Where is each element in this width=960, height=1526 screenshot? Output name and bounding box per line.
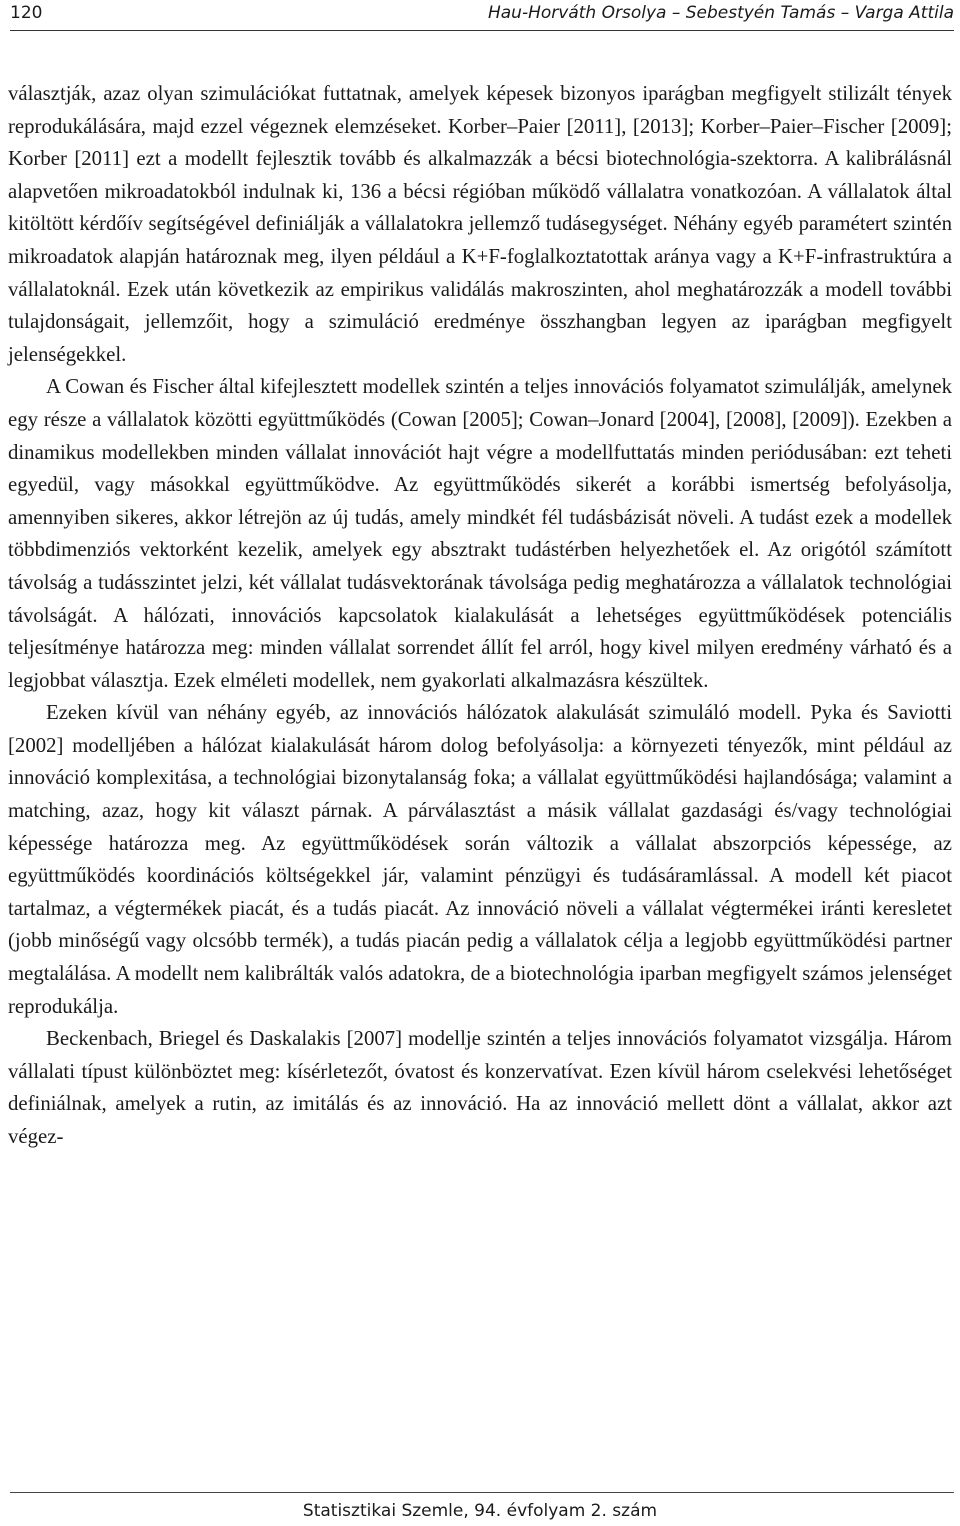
footer-rule <box>10 1492 954 1493</box>
paragraph: választják, azaz olyan szimulációkat futtatnak, amelyek képesek bizonyos iparágban megfigyelt stilizált tények reprodukálására, majd ezzel végeznek elemzéseket. Korber–Paier [2011], [2013]; Korber–Paier–Fischer [2009]; Korber [2011] ezt a modellt fejlesztik tovább és alkalmazzák a bécsi biotechnológia-szektorra. A kalibrálásnál alapvetően mikroadatokból indulnak ki, 136 a bécsi régióban működő vállalatra vonatkozóan. A vállalatok által kitöltött kérdőív segítségével definiálják a vállalatokra jellemző tudásegységet. Néhány egyéb paramétert szintén mikroadatok alapján határoznak meg, ilyen például a K+F-foglalkoztatottak aránya vagy a K+F-infrastruktúra a vállalatoknál. Ezek után következik az empirikus validálás makroszinten, ahol meghatározzák a modell további tulajdonságait, jellemzőit, hogy a szimuláció eredménye összhangban legyen az iparágban megfigyelt jelenségekkel. <box>8 82 952 366</box>
paragraph: Ezeken kívül van néhány egyéb, az innovációs hálózatok alakulását szimuláló modell. Pyka és Saviotti [2002] modelljében a hálózat kialakulását három dolog befolyásolja: a környezeti tényezők, mint például az innováció komplexitása, a technológiai bizonytalanság foka; a vállalat együttműködési hajlandósága; valamint a matching, azaz, hogy kit választ párnak. A párválasztást a másik vállalat gazdasági és/vagy technológiai képessége határozza meg. Az együttműködések során változik a vállalat abszorpciós képessége, az együttműködés koordinációs költségekkel jár, valamint pénzügyi és tudásáramlással. A modell két piacot tartalmaz, a végtermékek piacát, és a tudás piacát. Az innováció növeli a vállalat végtermékei iránti keresletet (jobb minőségű vagy olcsóbb termék), a tudás piacán pedig a vállalatok célja a legjobb együttműködési partner megtalálása. A modellt nem kalibrálták valós adatokra, de a biotechnológia iparban megfigyelt számos jelenséget reprodukálja. <box>8 701 952 1018</box>
page-header <box>10 0 954 31</box>
paragraph: A Cowan és Fischer által kifejlesztett modellek szintén a teljes innovációs folyamatot szimulálják, amelynek egy része a vállalatok közötti együttműködés (Cowan [2005]; Cowan–Jonard [2004], [2008], [2009]). Ezekben a dinamikus modellekben minden vállalat innovációt hajt végre a modellfuttatás minden periódusában: ezt teheti egyedül, vagy másokkal együttműködve. Az együttműködés sikerét a korábbi ismertség befolyásolja, amennyiben sikeres, akkor létrejön az új tudás, amely mindkét fél tudásbázisát növeli. A tudást ezek a modellek többdimenziós vektorként kezelik, amelyek egy absztrakt tudástérben helyezhetőek el. Az origótól számított távolság a tudásszintet jelzi, két vállalat tudásvektorának távolsága pedig meghatározza a vállalatok technológiai távolságát. A hálózati, innovációs kapcsolatok kialakulását a lehetséges együttműködések potenciális teljesítménye határozza meg: minden vállalat sorrendet állít fel arról, hogy kivel milyen eredmény várható és a legjobbat választja. Ezek elméleti modellek, nem gyakorlati alkalmazásra készültek. <box>8 375 952 692</box>
page-number: 120 <box>10 3 43 23</box>
running-title: Hau-Horváth Orsolya – Sebestyén Tamás – Varga Attila <box>487 3 954 23</box>
article-body <box>8 78 952 1154</box>
page-footer: Statisztikai Szemle, 94. évfolyam 2. szám <box>302 1501 658 1521</box>
paragraph: Beckenbach, Briegel és Daskalakis [2007] modellje szintén a teljes innovációs folyamatot vizsgálja. Három vállalati típust különböztet meg: kísérletezőt, óvatost és konzervatívat. Ezen kívül három cselekvési lehetőséget definiálnak, amelyek a rutin, az imitálás és az innováció. Ha az innováció mellett dönt a vállalat, akkor azt végez- <box>8 1027 952 1148</box>
